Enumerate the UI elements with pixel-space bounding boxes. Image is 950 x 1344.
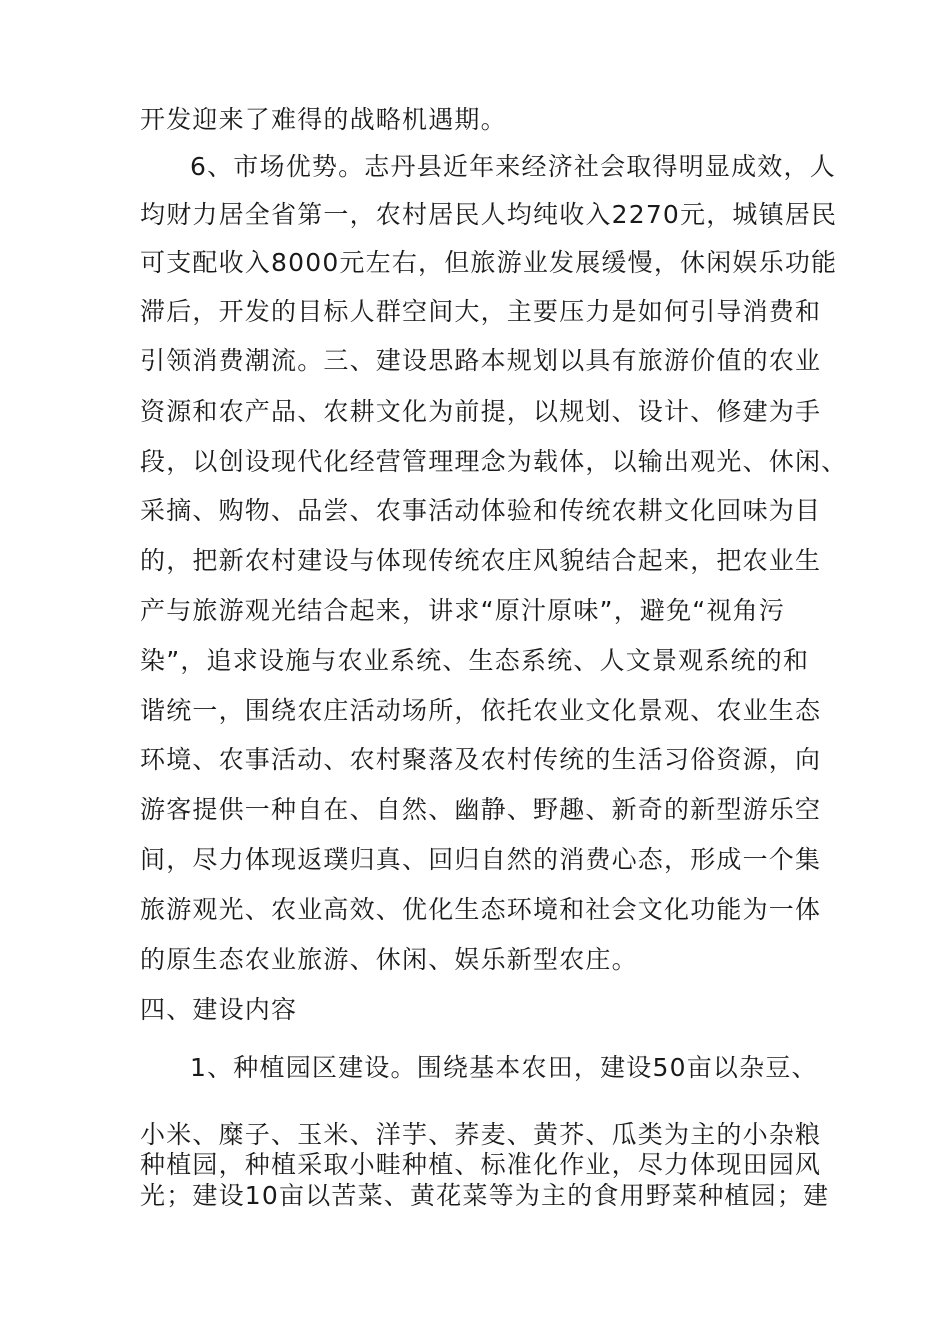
text-line-23: 光；建设10亩以苦菜、黄花菜等为主的食用野菜种植园；建 — [140, 1181, 830, 1210]
text-line-14: 环境、农事活动、农村聚落及农村传统的生活习俗资源，向 — [140, 745, 822, 774]
text-line-6: 引领消费潮流。三、建设思路本规划以具有旅游价值的农业 — [140, 346, 822, 375]
text-line-4: 可支配收入8000元左右，但旅游业发展缓慢，休闲娱乐功能 — [140, 248, 838, 277]
text-line-20: 1、种植园区建设。围绕基本农田，建设50亩以杂豆、 — [190, 1053, 818, 1082]
text-line-18: 的原生态农业旅游、休闲、娱乐新型农庄。 — [140, 945, 638, 974]
text-line-16: 间，尽力体现返璞归真、回归自然的消费心态，形成一个集 — [140, 845, 822, 874]
text-line-11: 产与旅游观光结合起来，讲求“原汁原味”，避免“视角污 — [140, 596, 786, 625]
text-line-5: 滞后，开发的目标人群空间大，主要压力是如何引导消费和 — [140, 297, 822, 326]
text-line-21: 小米、糜子、玉米、洋芋、荞麦、黄芥、瓜类为主的小杂粮 — [140, 1120, 822, 1149]
text-line-7: 资源和农产品、农耕文化为前提，以规划、设计、修建为手 — [140, 397, 822, 426]
text-line-15: 游客提供一种自在、自然、幽静、野趣、新奇的新型游乐空 — [140, 795, 822, 824]
text-line-17: 旅游观光、农业高效、优化生态环境和社会文化功能为一体 — [140, 895, 822, 924]
text-line-3: 均财力居全省第一，农村居民人均纯收入2270元，城镇居民 — [140, 200, 838, 229]
text-line-8: 段，以创设现代化经营管理理念为载体，以输出观光、休闲、 — [140, 447, 848, 476]
text-line-9: 采摘、购物、品尝、农事活动体验和传统农耕文化回味为目 — [140, 496, 822, 525]
text-line-1: 开发迎来了难得的战略机遇期。 — [140, 105, 507, 134]
text-line-13: 谐统一，围绕农庄活动场所，依托农业文化景观、农业生态 — [140, 696, 822, 725]
text-line-2: 6、市场优势。志丹县近年来经济社会取得明显成效，人 — [190, 152, 836, 181]
text-line-22: 种植园，种植采取小畦种植、标准化作业，尽力体现田园风 — [140, 1150, 822, 1179]
text-line-10: 的，把新农村建设与体现传统农庄风貌结合起来，把农业生 — [140, 546, 822, 575]
section-heading: 四、建设内容 — [140, 995, 298, 1024]
text-line-12: 染”，追求设施与农业系统、生态系统、人文景观系统的和 — [140, 646, 810, 675]
